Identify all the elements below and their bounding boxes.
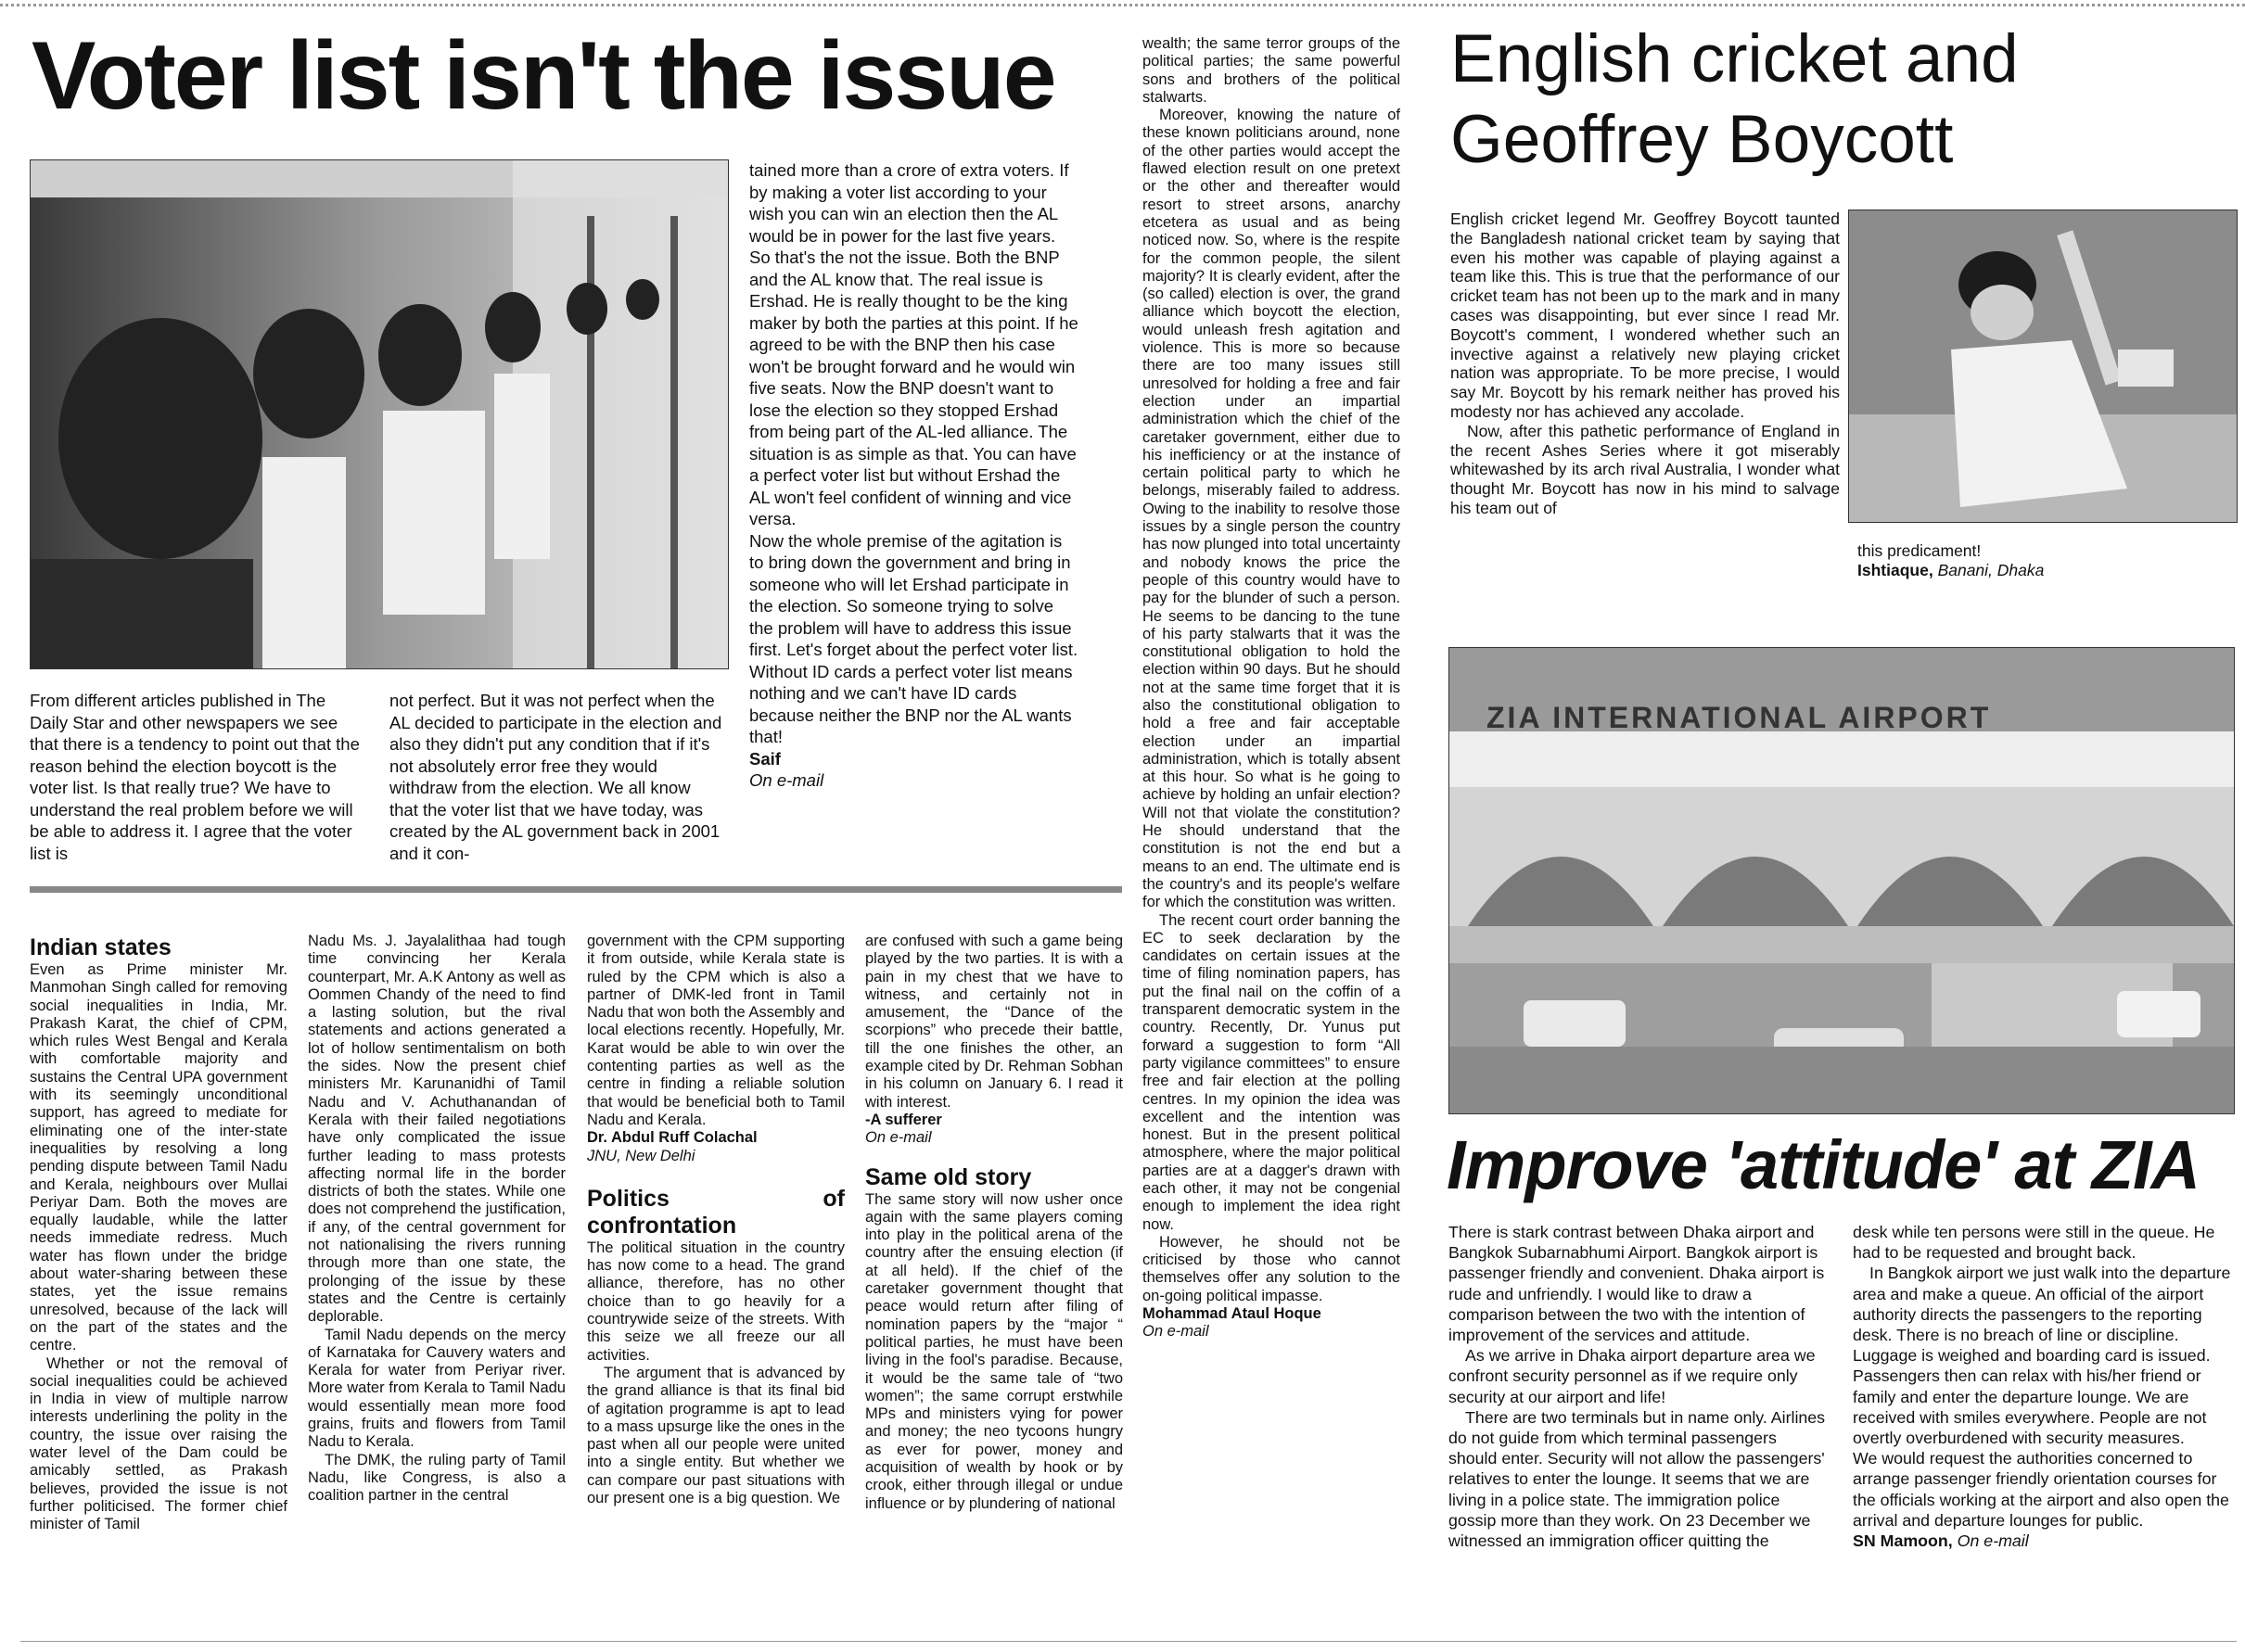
- voter-queue-photo: [30, 159, 729, 669]
- cricket-p3: this predicament!: [1857, 541, 1982, 560]
- voter-column-2: [389, 690, 723, 864]
- airport-illustration: [1449, 648, 2234, 1113]
- voter-col3b-text: Now the whole premise of the agitation is to bring down the government and bring in someone who will let Ershad participate in the election. So someone trying to solve the problem will have to address this issue first. Let's forget about the perfect voter list. Without ID cards a perfect voter list means nothing and we can't have ID cards because neither the BNP nor the AL wants that!: [749, 530, 1078, 746]
- zia-c2p1: desk while ten persons were still in the queue. He had to be requested and brought back.: [1853, 1223, 2215, 1263]
- voter-col2-text: not perfect. But it was not perfect when the AL decided to participate in the election and also they didn't put any condition that if it's not absolutely error free they would withdraw from the election. We all know that the voter list that we have today, was created by the AL government back in 2001 and it con-: [389, 691, 722, 863]
- middle-p1: wealth; the same terror groups of the political parties; the same powerful sons and brothers of the political stalwarts.: [1142, 35, 1400, 106]
- voter-col3a-text: tained more than a crore of extra voters. If by making a voter list according to your wish you can win an election then the AL would be in power for the last five years. So that's the not the issue. Both the BNP and the AL know that. The real issue is Ershad. He is really thought to be the king maker by both the parties at this point. If he agreed to be with the BNP then his case won't be brought forward and he would win five seats. Now the BNP doesn't want to lose the election so they stopped Ershad from being part of the AL-led alliance. The situation is as simple as that. You can have a perfect voter list but without Ershad the AL won't feel confident of winning and vice versa.: [749, 160, 1078, 528]
- indian-title: Indian states: [30, 934, 172, 960]
- middle-p3: The recent court order banning the EC to seek declaration by the candidates on certain issues at the time of filing nomination papers, has put the final nail on the coffin of a transparent democratic system in the country. Recently, Dr. Yunus put forward a suggestion to form “All party vigilance committees” to ensure free and fair election at the polling centres. In my opinion the idea was excellent and the intention was honest. But in the present political atmosphere, where the major political parties are at a dagger's drawn with each other, it may not be congenial enough to implement the idea right now.: [1142, 911, 1400, 1233]
- top-dotted-rule: [0, 4, 2245, 6]
- airport-photo: [1448, 647, 2235, 1114]
- same-old-title: Same old story: [865, 1163, 1032, 1190]
- cricket-author: Ishtiaque,: [1857, 560, 1933, 579]
- same-old-text: The same story will now usher once again with the same players coming into play in the political arena of the country after the ensuing election (if at all held). If the chief of the caretaker government thought that peace would return after filing of nomination papers by the “major “ political parties, he must have been living in the fool's paradise. Because, it would be the same tale of “two women”; the same corrupt erstwhile MPs and ministers vying for power and money; the neo tycoons hungry as ever for power, money and acquisition of wealth by hook or by crook, either through illegal or undue influence or by plundering of national: [865, 1190, 1123, 1512]
- indian-column-1: [30, 934, 287, 1534]
- middle-column: [1142, 35, 1400, 1341]
- indian-c3: government with the CPM supporting it from outside, while Kerala state is ruled by the CPM which is also a partner of DMK-led front in Tamil Nadu that won both the Assembly and local elections recently. Hopefully, Mr. Karat would be able to win over the contenting parties as well as the centre in finding a reliable solution that would be beneficial both to Tamil Nadu and Kerala.: [587, 933, 845, 1128]
- voter-source: On e-mail: [749, 770, 824, 790]
- indian-c2c: The DMK, the ruling party of Tamil Nadu, like Congress, is also a coalition partner in the central: [308, 1451, 566, 1505]
- indian-c2a: Nadu Ms. J. Jayalalithaa had tough time convincing her Kerala counterpart, Mr. A.K Antony as well as Oommen Chandy of the need to find a lasting solution, but the rival statements and actions generated a lot of hollow sentimentalism on both the sides. Now the present chief ministers Mr. Karunanidhi of Tamil Nadu and V. Achuthanandan of Kerala with their failed negotiations have only complicated the issue further leading to mass protests affecting normal life in the border districts of both the states. While one does not comprehend the justification, if any, of the central government for not nationalising the rivers running through more than one state, the prolonging of the issue by these states and the Centre is certainly deplorable.: [308, 933, 566, 1326]
- politics-p1: The political situation in the country has now come to a head. The grand alliance, therefore, has no other choice than to go heavily for a countrywide seize of the streets. With this seize we all freeze our all activities.: [587, 1239, 845, 1364]
- cricket-p1: English cricket legend Mr. Geoffrey Boycott taunted the Bangladesh national cricket team by saying that even his mother was capable of playing against a team like this. This is true that the performance of our cricket team has not been up to the mark and in many cases was disappointing, but ever since I read Mr. Boycott's comment, I wondered whether such an invective against a relatively new playing cricket nation was appropriate. To be more precise, I would say Mr. Boycott by his remark neither has proved his modesty nor has achieved any accolade.: [1450, 210, 1840, 421]
- sufferer-text: are confused with such a game being played by the two parties. It is with a pain in my chest that we have to witness, and certainly not in amusement, the “Dance of the scorpions” who precede their battle, till the one finishes the other, an example cited by Dr. Rehman Sobhan in his column on January 6. I read it with interest.: [865, 933, 1123, 1111]
- sufferer-column: [865, 933, 1123, 1513]
- indian-c1a: Even as Prime minister Mr. Manmohan Singh called for removing social inequalities in India, Mr. Prakash Karat, the chief of CPM, which rules West Bengal and Kerala with comfortable majority and sustains the Central UPA government with its seemingly unconditional support, has agreed to mediate for eliminating one of the inter-state inequalities by resolving a long pending dispute between Tamil Nadu and Kerala, neighbours over Mullai Periyar Dam. Both the moves are equally laudable, while the latter needs immediate redress. Much water has flown under the bridge about water-sharing between these states, yet the issue remains unresolved, because of the lack will on the part of the states and the centre.: [30, 961, 287, 1354]
- zia-c2p3: We would request the authorities concerned to arrange passenger friendly orientation courses for the officials working at the airport and also open the arrival and departure lounges for public.: [1853, 1449, 2229, 1530]
- zia-c1p1: There is stark contrast between Dhaka airport and Bangkok Subarnabhumi Airport. Bangkok airport is passenger friendly and convenient. Dhaka airport is rude and unfriendly. I would like to draw a comparison between the two with the intention of improvement of the services and attitude.: [1448, 1223, 1825, 1345]
- cricket-signoff: [1857, 541, 2228, 580]
- voter-column-1: [30, 690, 365, 864]
- airport-sign-text: ZIA INTERNATIONAL AIRPORT: [1486, 701, 1992, 734]
- zia-c1p3: There are two terminals but in name only. Airlines do not guide from which terminal passengers should enter. Security will not allow the passengers' relatives to enter the lounge. It seems that we are living in a police state. The immigration police gossip more than they work. On 23 December we witnessed an immigration officer quitting the: [1448, 1407, 1826, 1551]
- politics-title: Politics of confrontation: [587, 1185, 845, 1239]
- cricket-headline: English cricket and Geoffrey Boycott: [1450, 21, 2019, 177]
- indian-c2b: Tamil Nadu depends on the mercy of Karnataka for Cauvery waters and Kerala for water from Periyar river. More water from Kerala to Tamil Nadu would essentially mean more food grains, fruits and flowers from Tamil Nadu to Kerala.: [308, 1326, 566, 1451]
- cricket-source: Banani, Dhaka: [1937, 560, 2045, 579]
- section-divider: [30, 886, 1122, 893]
- zia-column-1: [1448, 1222, 1829, 1551]
- voter-headline: Voter list isn't the issue: [32, 22, 1055, 130]
- politics-p2: The argument that is advanced by the grand alliance is that its final bid of agitation programme is apt to lead to a mass upsurge like the ones in the past when all our people were united into a single entity. But whether we can compare our past situations with our present one is a big question. We: [587, 1364, 845, 1507]
- indian-source: JNU, New Delhi: [587, 1147, 695, 1164]
- indian-column-3: [587, 933, 845, 1507]
- zia-author: SN Mamoon,: [1853, 1531, 1953, 1551]
- boycott-photo: [1848, 210, 2238, 523]
- middle-p4: However, he should not be criticised by those who cannot themselves offer any solution to the on-going political impasse.: [1142, 1233, 1400, 1304]
- zia-column-2: [1853, 1222, 2235, 1551]
- middle-p2: Moreover, knowing the nature of these known politicians around, none of the other parties would accept the flawed election result on one pretext or the other and thereafter would resort to street arsons, anarchy etcetera as usual and as being noticed now. So, where is the respite for the common people, the silent majority? It is clearly evident, after the (so called) election is over, the grand alliance which boycott the election, would unleash fresh agitation and violence. This is more so because there are too many issues still unresolved for holding a free and fair election under an impartial administration which the chief of the caretaker government, either due to his inefficiency or at the instance of certain political party to which he belongs, miserably failed to address. Owing to the inability to resolve those issues by a single person the country has now plunged into total uncertainty and nobody knows the price the people of this country would have to pay for the blunder of such a person. He seems to be dancing to the tune of his party stalwarts that it was the constitutional obligation to hold the election within 90 days. But he should not at the same time forget that it is also the constitutional obligation to hold a free and fair acceptable election under an impartial administration, which is totally absent at this hour. So what is he going to achieve by holding an unfair election? Will not that violate the constitution? He should understand that the constitution is not the end but a means to an end. The ultimate end is the country's and its people's welfare for which the constitution was written.: [1142, 107, 1400, 911]
- zia-headline: Improve 'attitude' at ZIA: [1447, 1126, 2200, 1203]
- zia-source: On e-mail: [1957, 1531, 2029, 1551]
- voter-author: Saif: [749, 748, 781, 769]
- indian-author: Dr. Abdul Ruff Colachal: [587, 1129, 758, 1147]
- voter-column-3: [749, 159, 1079, 792]
- sufferer-author: -A sufferer: [865, 1111, 942, 1128]
- zia-c1p2: As we arrive in Dhaka airport departure area we confront security personnel as if we require only security at our airport and life!: [1448, 1346, 1816, 1406]
- sufferer-source: On e-mail: [865, 1129, 932, 1147]
- cricket-p2: Now, after this pathetic performance of England in the recent Ashes Series where it got miserably whitewashed by its arch rival Australia, I wonder what thought Mr. Boycott has now in his mind to salvage his team out of: [1450, 421, 1840, 517]
- batsman-illustration: [1849, 210, 2237, 522]
- voter-col1-text: From different articles published in The Daily Star and other newspapers we see that there is a tendency to point out that the reason behind the election boycott is the voter list. Is that really true? We have to understand the real problem before we will be able to address it. I agree that the voter list is: [30, 691, 360, 863]
- indian-c1b: Whether or not the removal of social inequalities could be achieved in India in view of multiple narrow interests underlining the polity in the country, the issue over raising the water level of the Dam could be amicably settled, as Prakash believes, provided the issue is not further politicised. The former chief minister of Tamil: [30, 1354, 287, 1533]
- middle-source: On e-mail: [1142, 1323, 1209, 1341]
- middle-author: Mohammad Ataul Hoque: [1142, 1305, 1321, 1323]
- indian-column-2: [308, 933, 566, 1506]
- cricket-column: [1450, 210, 1840, 518]
- voter-queue-illustration: [31, 160, 728, 668]
- bottom-rule: [20, 1641, 2237, 1642]
- zia-c2p2: In Bangkok airport we just walk into the departure area and make a queue. An official of the airport authority directs the passengers to the reporting desk. There is no breach of line or discipline. Luggage is weighed and boarding card is issued. Passengers then can relax with his/her friend or family and enter the departure lounge. We are received with smiles everywhere. People are not overtly overburdened with security measures.: [1853, 1264, 2231, 1448]
